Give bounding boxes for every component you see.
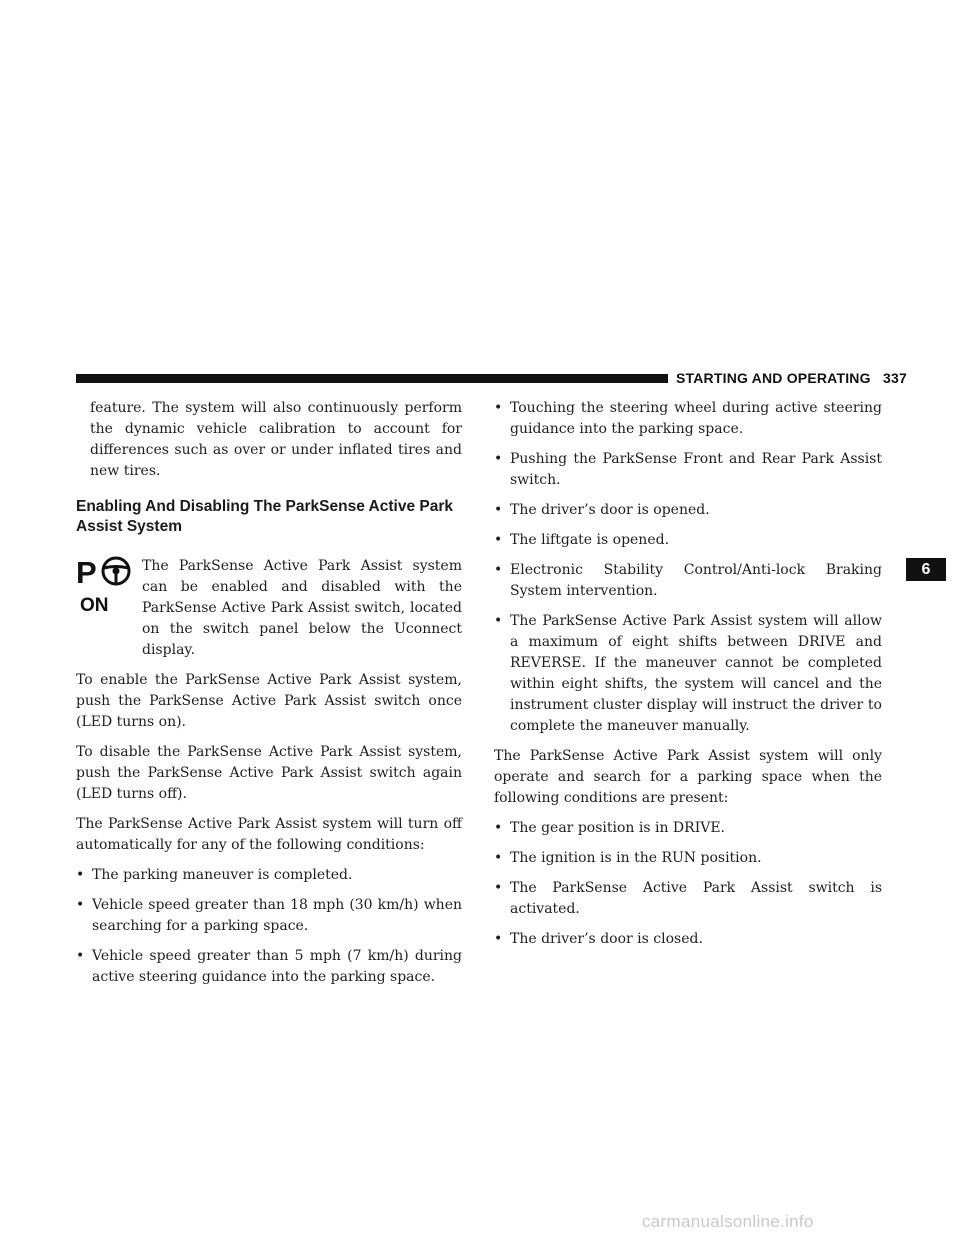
list-item: • The driver’s door is closed. bbox=[494, 929, 882, 950]
parksense-active-park-assist-icon bbox=[76, 553, 134, 613]
bullet-icon: • bbox=[494, 562, 503, 578]
icon-description: The ParkSense Active Park Assist system can be enabled and disabled with the ParkSense Active Park Assist switch, located on the switch panel below the Uconnect display. bbox=[142, 558, 462, 658]
bullet-icon: • bbox=[494, 532, 503, 548]
list-item: • The ParkSense Active Park Assist system will allow a maximum of eight shifts between DRIVE and REVERSE. If the maneuver cannot be completed within eight shifts, the system will cancel and the instrument cluster display will instruct the driver to complete the maneuver manually. bbox=[494, 613, 882, 734]
list-item: • The driver’s door is opened. bbox=[494, 500, 882, 521]
bullet-icon: • bbox=[494, 850, 503, 866]
section-title: STARTING AND OPERATING bbox=[676, 370, 871, 386]
bullet-icon: • bbox=[76, 867, 85, 883]
list-item: • The ignition is in the RUN position. bbox=[494, 848, 882, 869]
running-header bbox=[676, 370, 907, 386]
header-rule bbox=[76, 374, 668, 383]
list-item: • The ParkSense Active Park Assist switch is activated. bbox=[494, 880, 882, 917]
turn-off-conditions-list bbox=[76, 865, 462, 988]
list-item: • Electronic Stability Control/Anti-lock Braking System intervention. bbox=[494, 562, 882, 599]
icon-paragraph bbox=[76, 551, 462, 661]
turn-off-conditions-list-continued bbox=[494, 398, 882, 737]
bullet-icon: • bbox=[76, 948, 85, 964]
bullet-icon: • bbox=[494, 880, 503, 896]
bullet-icon: • bbox=[494, 820, 503, 836]
watermark: carmanualsonline.info bbox=[642, 1212, 814, 1231]
operate-intro: The ParkSense Active Park Assist system will only operate and search for a parking space when the following conditions are present: bbox=[494, 748, 882, 806]
list-item: • Pushing the ParkSense Front and Rear Park Assist switch. bbox=[494, 451, 882, 488]
operate-conditions-list bbox=[494, 818, 882, 950]
icon-caption: ON bbox=[80, 595, 109, 613]
list-item: • Vehicle speed greater than 18 mph (30 km/h) when searching for a parking space. bbox=[76, 897, 462, 934]
disable-paragraph: To disable the ParkSense Active Park Assist system, push the ParkSense Active Park Assist switch again (LED turns off). bbox=[76, 744, 462, 802]
icon-letter: P bbox=[76, 555, 97, 590]
list-item: • Vehicle speed greater than 5 mph (7 km/h) during active steering guidance into the parking space. bbox=[76, 948, 462, 985]
enable-paragraph: To enable the ParkSense Active Park Assist system, push the ParkSense Active Park Assist switch once (LED turns on). bbox=[76, 672, 462, 730]
section-heading: Enabling And Disabling The ParkSense Active Park Assist System bbox=[76, 498, 453, 535]
list-item: • The liftgate is opened. bbox=[494, 530, 882, 551]
list-item: • The parking maneuver is completed. bbox=[76, 865, 462, 886]
left-column bbox=[76, 398, 462, 997]
turn-off-intro: The ParkSense Active Park Assist system will turn off automatically for any of the following conditions: bbox=[76, 816, 462, 853]
bullet-icon: • bbox=[494, 400, 503, 416]
bullet-icon: • bbox=[494, 613, 503, 629]
list-item: • Touching the steering wheel during active steering guidance into the parking space. bbox=[494, 400, 882, 437]
right-column bbox=[494, 398, 882, 959]
list-item: • The gear position is in DRIVE. bbox=[494, 818, 882, 839]
bullet-icon: • bbox=[494, 502, 503, 518]
page-number: 337 bbox=[882, 370, 907, 386]
bullet-icon: • bbox=[76, 897, 85, 913]
intro-paragraph: feature. The system will also continuously perform the dynamic vehicle calibration to account for differences such as over or under inflated tires and new tires. bbox=[90, 400, 462, 479]
chapter-tab: 6 bbox=[906, 558, 946, 581]
bullet-icon: • bbox=[494, 931, 503, 947]
bullet-icon: • bbox=[494, 451, 503, 467]
